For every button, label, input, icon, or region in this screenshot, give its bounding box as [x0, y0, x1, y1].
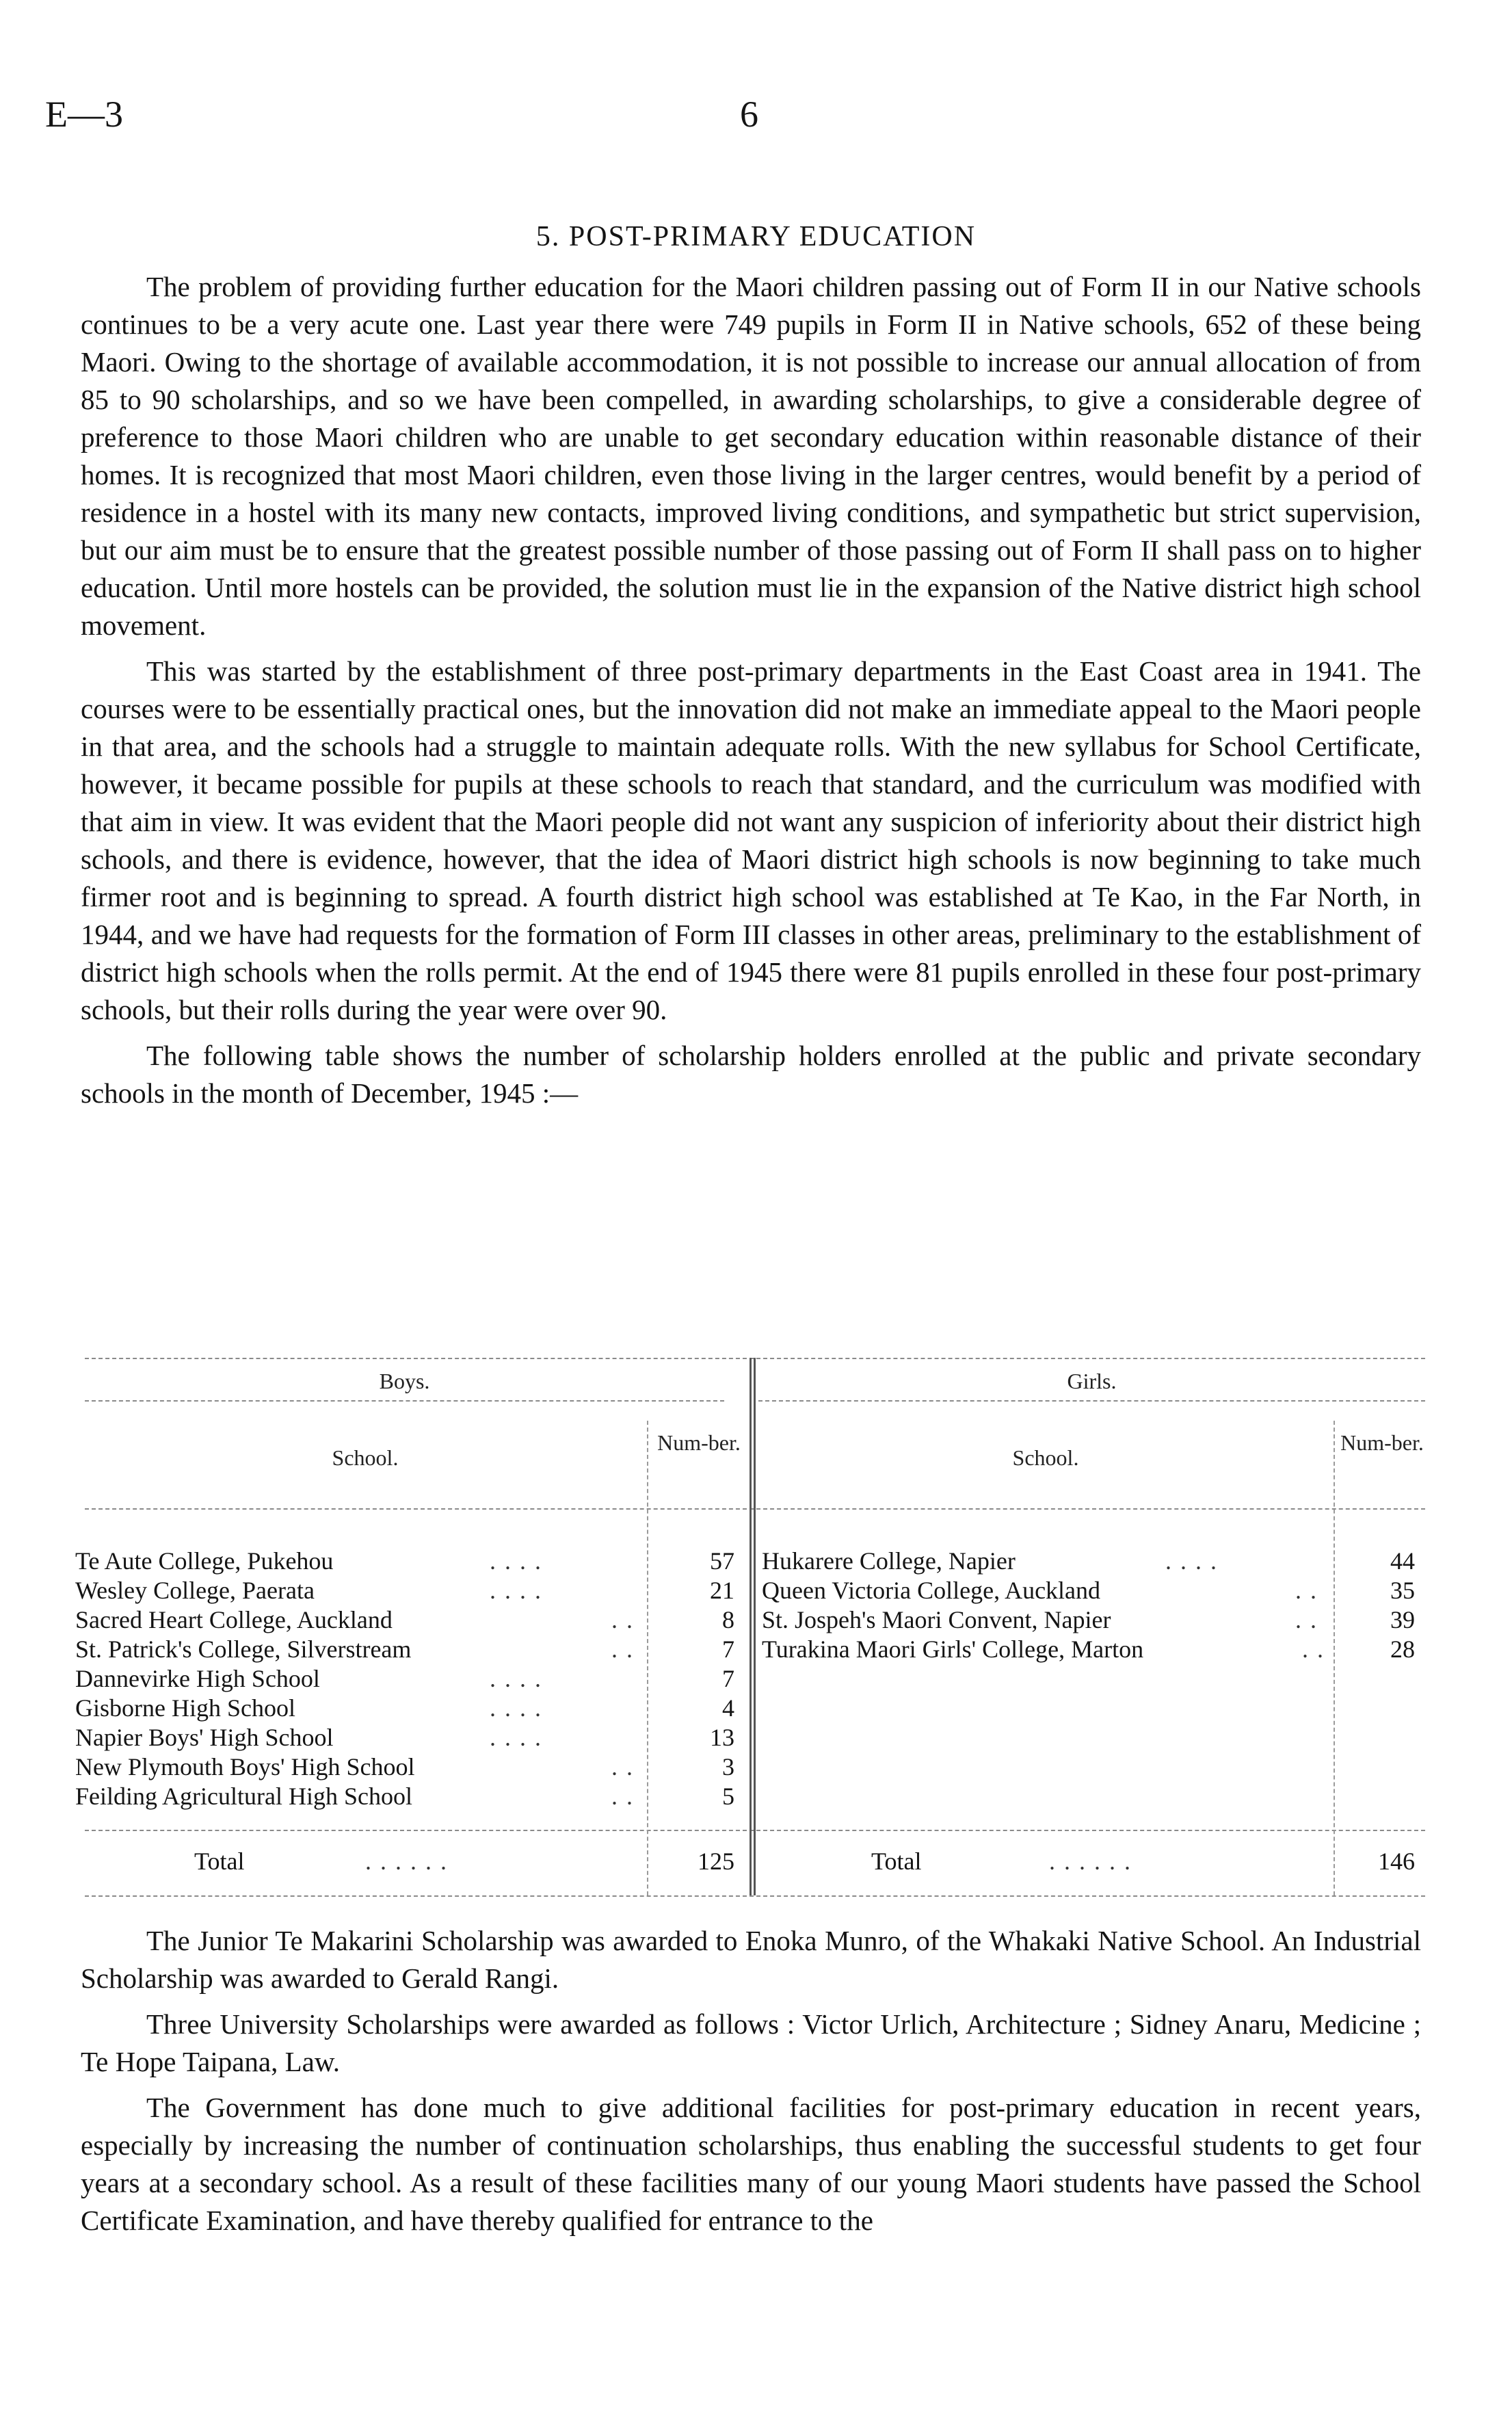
paragraph: Three University Scholarships were awarded as follows : Victor Urlich, Architecture ; Sidney Anaru, Medicine ; Te Hope Taipana, Law. — [81, 2008, 1421, 2077]
table-row — [762, 1605, 1432, 1634]
leader-dots: . . — [611, 1606, 634, 1633]
scholar-count: 44 — [1390, 1547, 1415, 1575]
table-row — [71, 1547, 748, 1575]
table-group-rule — [85, 1400, 724, 1402]
scholar-count: 8 — [722, 1606, 734, 1633]
boys-number-header: Num-ber. — [657, 1430, 741, 1455]
boys-group-header: Boys. — [379, 1369, 430, 1393]
paragraph: The Government has done much to give additional facilities for post-primary education in recent years, especially by increasing the number of continuation scholarships, thus enabling the successful students to get four years at a secondary school. As a result of these facilities many of our young Maori students have passed the School Certificate Examination, and have thereby qualified for entrance to the — [81, 2092, 1421, 2236]
leader-dots: . . . . — [490, 1724, 542, 1751]
table-row — [71, 1576, 748, 1605]
school-name: St. Patrick's College, Silverstream — [75, 1635, 412, 1663]
scholar-count: 13 — [710, 1724, 734, 1751]
paragraph: The following table shows the number of scholarship holders enrolled at the public and private secondary schools in the month of December, 1945 :— — [81, 1040, 1421, 1109]
leader-dots: . . . . — [490, 1694, 542, 1722]
leader-dots: . . . . — [1165, 1547, 1218, 1575]
school-name: Napier Boys' High School — [75, 1724, 334, 1751]
table-row — [71, 1723, 748, 1752]
school-name: Feilding Agricultural High School — [75, 1783, 412, 1810]
girls-school-header: School. — [1012, 1445, 1079, 1470]
school-name: Dannevirke High School — [75, 1665, 320, 1692]
boys-total: 125 — [698, 1848, 734, 1875]
school-name: Te Aute College, Pukehou — [75, 1547, 334, 1575]
boys-girls-divider — [754, 1358, 756, 1895]
intro-paragraphs — [81, 268, 1421, 1120]
total-label: Total — [194, 1848, 245, 1875]
table-group-rule — [758, 1400, 1425, 1402]
leader-dots: . . — [1295, 1606, 1318, 1633]
scholar-count: 39 — [1390, 1606, 1415, 1633]
table-row — [71, 1605, 748, 1634]
leader-dots: . . — [611, 1635, 634, 1663]
school-name: Turakina Maori Girls' College, Marton — [762, 1635, 1144, 1663]
table-row — [71, 1664, 748, 1693]
page-number: 6 — [740, 94, 758, 135]
series-code: E—3 — [45, 94, 123, 135]
boys-girls-divider — [750, 1358, 752, 1895]
scholar-count: 5 — [722, 1783, 734, 1810]
school-name: Hukarere College, Napier — [762, 1547, 1016, 1575]
girls-total: 146 — [1378, 1848, 1415, 1875]
table-row — [71, 1782, 748, 1811]
scholarship-table — [71, 1358, 1432, 1898]
closing-paragraphs — [81, 1922, 1421, 2248]
school-name: Queen Victoria College, Auckland — [762, 1577, 1101, 1604]
table-row — [762, 1576, 1432, 1605]
table-row — [762, 1635, 1432, 1664]
leader-dots: . . . . . . — [1049, 1848, 1132, 1875]
leader-dots: . . — [611, 1783, 634, 1810]
scholar-count: 4 — [722, 1694, 734, 1722]
school-name: New Plymouth Boys' High School — [75, 1753, 415, 1780]
leader-dots: . . — [611, 1753, 634, 1780]
total-label: Total — [871, 1848, 922, 1875]
table-bottom-rule — [85, 1895, 1425, 1897]
school-name: St. Jospeh's Maori Convent, Napier — [762, 1606, 1111, 1633]
leader-dots: . . . . — [490, 1665, 542, 1692]
scholar-count: 3 — [722, 1753, 734, 1780]
leader-dots: . . . . . . — [365, 1848, 448, 1875]
scholar-count: 35 — [1390, 1577, 1415, 1604]
boys-school-header: School. — [332, 1445, 399, 1470]
leader-dots: . . . . — [490, 1547, 542, 1575]
scholar-count: 57 — [710, 1547, 734, 1575]
paragraph: This was started by the establishment of three post-primary departments in the East Coast area in 1941. The courses were to be essentially practical ones, but the innovation did not make an immediate appeal to the Maori people in that area, and the schools had a struggle to maintain adequate rolls. With the new syllabus for School Certificate, however, it became possible for pupils at these schools to reach that standard, and the curriculum was modified with that aim in view. It was evident that the Maori people did not want any suspicion of inferiority about their district high schools, and there is evidence, however, that the idea of Maori district high schools is now beginning to take much firmer root and is beginning to spread. A fourth district high school was established at Te Kao, in the Far North, in 1944, and we have had requests for the formation of Form III classes in other areas, preliminary to the establishment of district high schools when the rolls permit. At the end of 1945 there were 81 pupils enrolled in these four post-primary schools, but their rolls during the year were over 90. — [81, 655, 1421, 1025]
section-heading: 5. POST-PRIMARY EDUCATION — [535, 221, 977, 252]
school-name: Wesley College, Paerata — [75, 1577, 315, 1604]
table-row — [71, 1752, 748, 1781]
scholar-count: 21 — [710, 1577, 734, 1604]
table-row — [71, 1694, 748, 1722]
girls-group-header: Girls. — [1067, 1369, 1117, 1393]
school-name: Sacred Heart College, Auckland — [75, 1606, 393, 1633]
scholar-count: 7 — [722, 1635, 734, 1663]
girls-number-header: Num-ber. — [1340, 1430, 1424, 1455]
paragraph: The Junior Te Makarini Scholarship was awarded to Enoka Munro, of the Whakaki Native School. An Industrial Scholarship was awarded to Gerald Rangi. — [81, 1925, 1421, 1994]
leader-dots: . . — [1295, 1577, 1318, 1604]
table-row — [762, 1547, 1432, 1575]
school-name: Gisborne High School — [75, 1694, 295, 1722]
leader-dots: . . . . — [490, 1577, 542, 1604]
scholar-count: 7 — [722, 1665, 734, 1692]
boys-total-row — [71, 1847, 748, 1876]
girls-total-row — [762, 1847, 1432, 1876]
paragraph: The problem of providing further education for the Maori children passing out of Form II in our Native schools continues to be a very acute one. Last year there were 749 pupils in Form II in Native schools, 652 of these being Maori. Owing to the shortage of available accommodation, it is not possible to increase our annual allocation of from 85 to 90 scholarships, and so we have been compelled, in awarding scholarships, to give a considerable degree of preference to those Maori children who are unable to get secondary education within reasonable distance of their homes. It is recognized that most Maori children, even those living in the larger centres, would benefit by a period of residence in a hostel with its many new contacts, improved living conditions, and sympathetic but strict supervision, but our aim must be to ensure that the greatest possible number of those passing out of Form II shall pass on to higher education. Until more hostels can be provided, the solution must lie in the expansion of the Native district high school movement. — [81, 271, 1421, 641]
scholar-count: 28 — [1390, 1635, 1415, 1663]
table-row — [71, 1635, 748, 1664]
leader-dots: . . — [1302, 1635, 1325, 1663]
